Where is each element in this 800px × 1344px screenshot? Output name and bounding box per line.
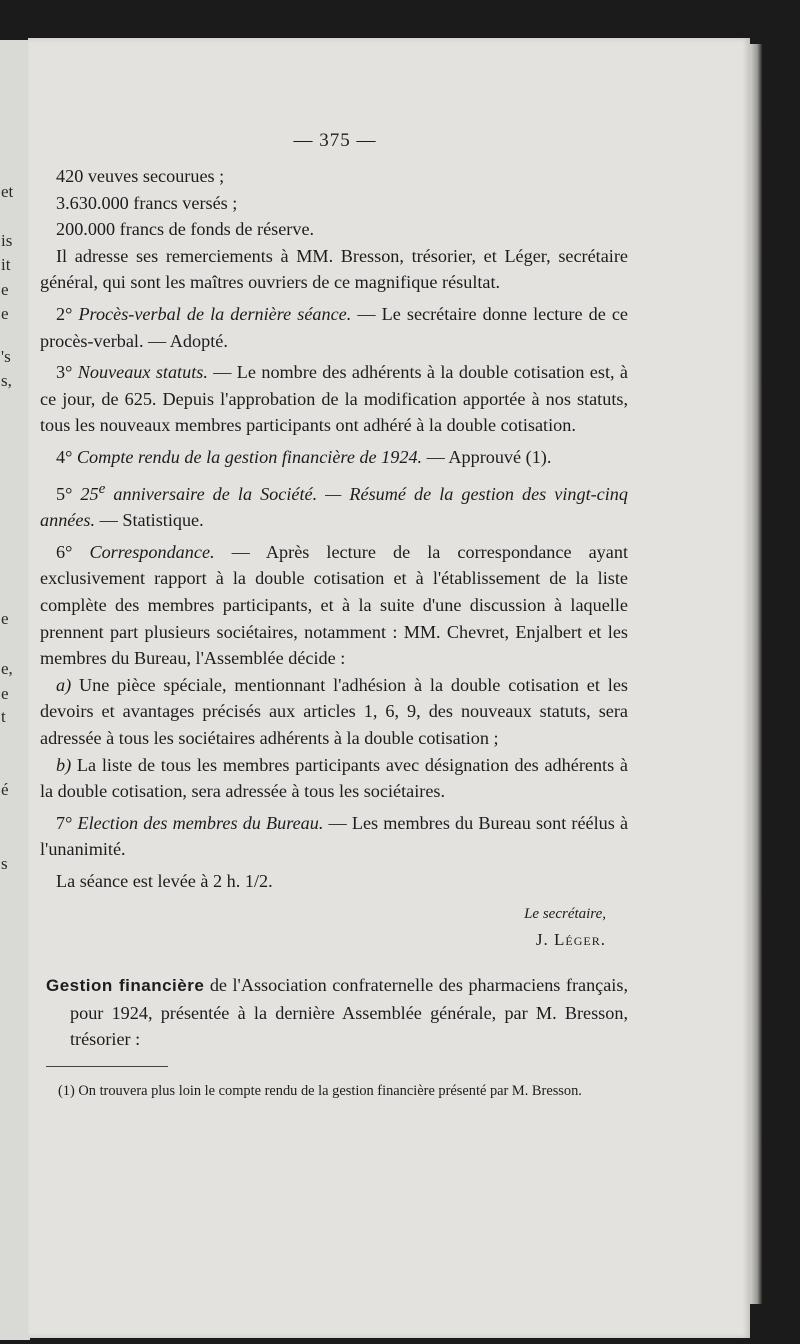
prev-fragment: t [1, 707, 6, 726]
sub-item-b [40, 752, 628, 805]
prev-fragment: 's [1, 347, 11, 366]
item-6 [40, 539, 628, 672]
closing-line: La séance est levée à 2 h. 1/2. [56, 870, 273, 891]
item-number: 7° [56, 812, 73, 833]
item-title: anniversaire de la Société. — Résumé de la gestion des vingt-cinq années. [40, 483, 628, 531]
item-title: Correspondance. [89, 541, 215, 562]
thanks-paragraph: Il adresse ses remerciements à MM. Bresson, trésorier, et Léger, secrétaire général, qui sont les maîtres ouvriers de ce magnifique résultat. [40, 245, 628, 293]
item-text: — Les membres du Bureau sont réélus à l'unanimité. [40, 812, 629, 860]
previous-page-edge [0, 40, 30, 1340]
item-number: 2° [56, 303, 73, 324]
gestion-text: de l'Association confraternelle des pharmaciens français, pour 1924, présentée à la dernière Assemblée générale, par M. Bresson, trésorier : [70, 975, 628, 1050]
footnote-text: (1) On trouvera plus loin le compte rendu de la gestion financière présenté par M. Bresson. [58, 1083, 582, 1099]
item-text: — Le secrétaire donne lecture de ce procès-verbal. — Adopté. [40, 303, 628, 351]
footnote-rule [46, 1066, 168, 1067]
item-3 [40, 359, 628, 439]
item-text: — Approuvé (1). [422, 446, 552, 467]
item-title-sup: e [98, 479, 106, 497]
prev-fragment: e [1, 304, 9, 323]
prev-fragment: e [1, 280, 9, 299]
main-text [40, 163, 628, 954]
item-title: Nouveaux statuts. [77, 362, 208, 383]
prev-fragment: é [1, 780, 9, 799]
sub-item-label: b) [56, 754, 72, 775]
stat-line: 420 veuves secourues ; [56, 166, 225, 186]
stat-line: 200.000 francs de fonds de réserve. [56, 219, 315, 240]
signature-name [40, 927, 628, 954]
prev-fragment: it [1, 255, 11, 274]
item-text: — Le nombre des adhérents à la double cotisation est, à ce jour, de 625. Depuis l'approbation de la modification apportée à nos statuts, tous les nouveaux membres participants ont adhéré à la double cotisation. [40, 362, 628, 436]
prev-fragment: is [1, 231, 13, 250]
prev-fragment: e [1, 684, 9, 703]
prev-fragment: e [1, 609, 9, 628]
item-title-number: 25 [80, 483, 99, 504]
prev-fragment: s, [1, 371, 12, 390]
page-edge [750, 44, 762, 1304]
item-title: Compte rendu de la gestion financière de 1924. [76, 446, 423, 467]
prev-fragment: et [1, 182, 14, 201]
sub-item-text: La liste de tous les membres participants avec désignation des adhérents à la double cotisation, sera adressée à tous les sociétaires. [40, 754, 628, 802]
item-5 [40, 476, 628, 534]
gestion-title: Gestion financière [46, 976, 205, 995]
sub-item-text: Une pièce spéciale, mentionnant l'adhésion à la double cotisation et les devoirs et avantages précisés aux articles 1, 6, 9, des nouveaux statuts, sera adressée à tous les sociétaires adhérents à la double cotisation ; [40, 674, 628, 748]
item-number: 6° [56, 541, 73, 562]
prev-fragment: s [1, 854, 8, 873]
item-number: 3° [56, 362, 73, 383]
item-title: Election des membres du Bureau. [77, 812, 324, 833]
signature-initial: J. [535, 930, 555, 950]
footnote [42, 1082, 628, 1101]
gestion-paragraph [46, 972, 628, 1053]
item-text: — Après lecture de la correspondance ayant exclusivement rapport à la double cotisation et à l'établissement de la liste complète des membres participants, et à la suite d'une discussion à laquelle prennent part plusieurs sociétaires, notamment : MM. Chevret, Enjalbert et les membres du Bureau, l'Assemblée décide : [40, 541, 628, 669]
stat-line: 3.630.000 francs versés ; [56, 192, 238, 213]
item-number: 4° [56, 446, 73, 467]
item-number: 5° [56, 483, 73, 504]
item-2 [40, 301, 628, 354]
prev-fragment: e, [1, 659, 13, 678]
sub-item-label: a) [56, 674, 72, 695]
item-7 [40, 810, 628, 863]
signature-role: Le secrétaire, [524, 905, 606, 922]
signature-surname: Léger. [554, 930, 606, 950]
item-text: — Statistique. [95, 510, 204, 531]
page-number: — 375 — [293, 130, 377, 151]
gestion-heading [46, 972, 628, 1053]
item-4 [40, 444, 628, 471]
sub-item-a [40, 672, 628, 752]
item-title: Procès-verbal de la dernière séance. [78, 303, 352, 324]
